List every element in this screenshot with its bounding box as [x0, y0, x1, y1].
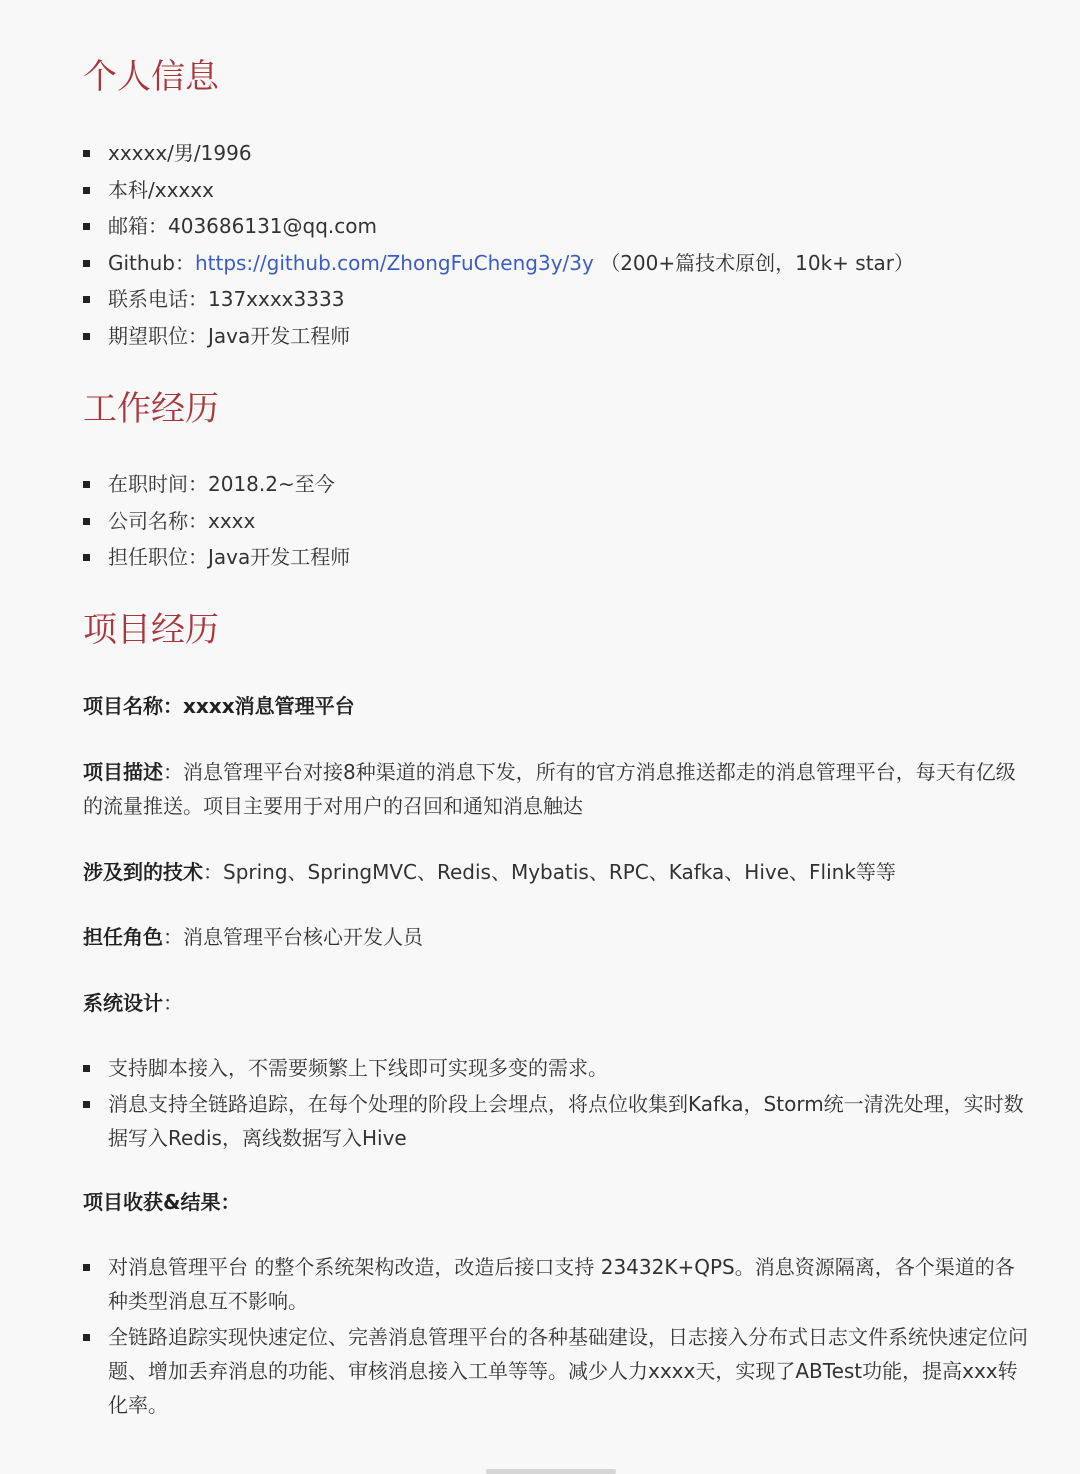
project-technologies-value: ：Spring、SpringMVC、Redis、Mybatis、RPC、Kafka、Hive、Flink等等	[203, 860, 896, 884]
project-results-title	[83, 1185, 1028, 1219]
project-role	[83, 920, 1028, 954]
personal-info-heading: 个人信息	[83, 57, 219, 97]
personal-info-list	[83, 136, 1028, 355]
work-experience-heading: 工作经历	[83, 389, 219, 429]
system-design-label: 系统设计	[83, 991, 163, 1015]
scroll-indicator[interactable]	[486, 1469, 616, 1474]
project-name	[83, 689, 1028, 723]
project-description	[83, 755, 1028, 823]
project-name-value: xxxx消息管理平台	[183, 694, 355, 718]
project-results-label: 项目收获&结果：	[83, 1190, 241, 1214]
github-note: （200+篇技术原创，10k+ star）	[593, 250, 915, 275]
list-item: xxxxx/男/1996	[83, 136, 1028, 170]
system-design-title	[83, 986, 1028, 1020]
github-link[interactable]: https://github.com/ZhongFuCheng3y/3y	[194, 250, 594, 275]
list-item: 消息支持全链路追踪，在每个处理的阶段上会埋点，将点位收集到Kafka，Storm统一清洗处理，实时数据写入Redis，离线数据写入Hive	[83, 1087, 1028, 1155]
list-item: 对消息管理平台 的整个系统架构改造，改造后接口支持 23432K+QPS。消息资源隔离，各个渠道的各种类型消息互不影响。	[83, 1250, 1028, 1318]
list-item: 本科/xxxxx	[83, 173, 1028, 207]
system-design-colon: ：	[163, 991, 183, 1015]
project-name-label: 项目名称：	[83, 694, 183, 718]
list-item: 担任职位：Java开发工程师	[83, 540, 1028, 574]
work-experience-list	[83, 467, 1028, 577]
project-role-label: 担任角色	[83, 925, 163, 949]
project-experience-heading: 项目经历	[83, 610, 219, 650]
list-item: 全链路追踪实现快速定位、完善消息管理平台的各种基础建设，日志接入分布式日志文件系统快速定位问题、增加丢弃消息的功能、审核消息接入工单等等。减少人力xxxx天，实现了ABTest功能，提高xxx转化率。	[83, 1320, 1028, 1422]
list-item: 在职时间：2018.2~至今	[83, 467, 1028, 501]
project-results-list	[83, 1250, 1028, 1424]
project-description-value: ：消息管理平台对接8种渠道的消息下发，所有的官方消息推送都走的消息管理平台，每天有亿级的流量推送。项目主要用于对用户的召回和通知消息触达	[83, 760, 1016, 818]
project-technologies	[83, 855, 1028, 889]
github-label: Github：	[108, 250, 195, 275]
list-item: 邮箱：403686131@qq.com	[83, 209, 1028, 243]
project-technologies-label: 涉及到的技术	[83, 860, 203, 884]
system-design-list	[83, 1051, 1028, 1157]
project-role-value: ：消息管理平台核心开发人员	[163, 925, 423, 949]
position-item: 期望职位：Java开发工程师	[83, 319, 1028, 353]
phone-item: 联系电话：137xxxx3333	[83, 282, 1028, 316]
list-item: 公司名称：xxxx	[83, 504, 1028, 538]
github-item	[83, 246, 1028, 280]
list-item: 支持脚本接入，不需要频繁上下线即可实现多变的需求。	[83, 1051, 1028, 1085]
project-description-label: 项目描述	[83, 760, 163, 784]
